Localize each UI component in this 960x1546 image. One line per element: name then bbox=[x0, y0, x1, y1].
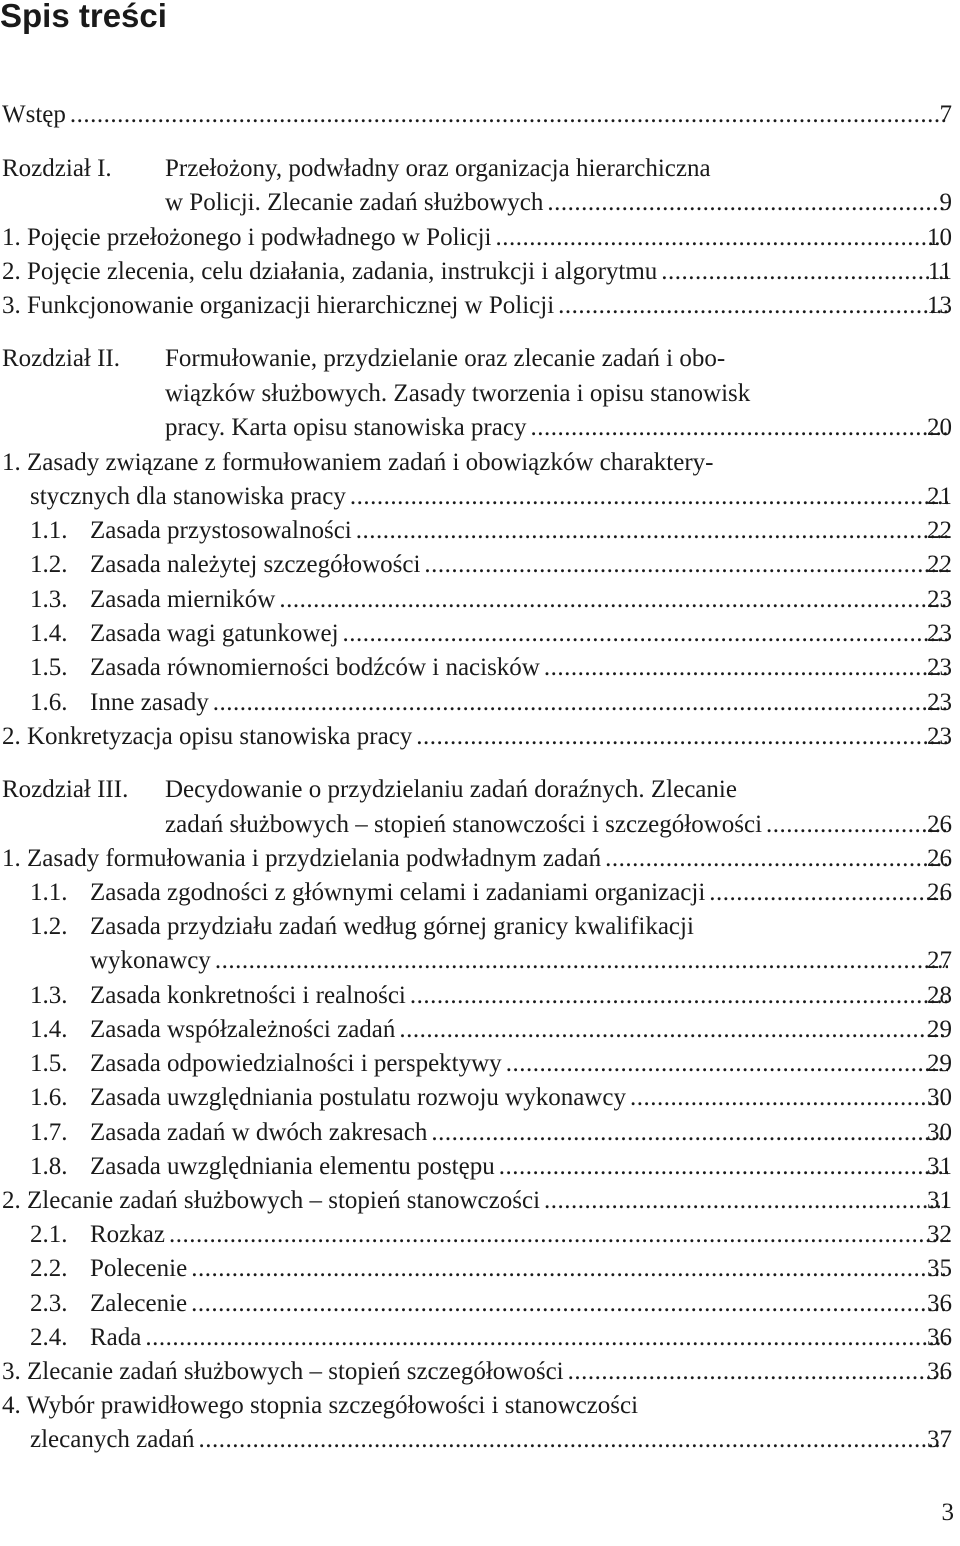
toc-entry-wstep[interactable] bbox=[2, 98, 952, 132]
toc-page-number: 29 bbox=[927, 1016, 952, 1043]
toc-entry-1-3[interactable]: 3. Funkcjonowanie organizacji hierarchicznej w Policji ..... 13 bbox=[2, 289, 952, 323]
toc-page-number: 36 bbox=[927, 1358, 952, 1385]
toc-entry-3-1-4[interactable]: 1.4. Zasada współzależności zadań ..... 29 bbox=[30, 1013, 952, 1047]
toc-page-number: 31 bbox=[927, 1187, 952, 1214]
toc-entry-3-2-4[interactable]: 2.4. Rada ..... 36 bbox=[30, 1321, 952, 1355]
toc-page-number: 22 bbox=[927, 517, 952, 544]
toc-entry-3-1-6[interactable]: 1.6. Zasada uwzględniania postulatu rozwoju wykonawcy ..... 30 bbox=[30, 1081, 952, 1115]
toc-page-number: 36 bbox=[927, 1324, 952, 1351]
toc-page-number: 26 bbox=[927, 845, 952, 872]
dot-leader bbox=[506, 1047, 948, 1081]
dot-leader bbox=[213, 686, 948, 720]
toc-entry-1-1[interactable]: 1. Pojęcie przełożonego i podwładnego w Policji ..... 10 bbox=[2, 221, 952, 255]
toc-page-number: 26 bbox=[927, 811, 952, 838]
toc-entry-3-4-line2[interactable]: zlecanych zadań ..... 37 bbox=[30, 1423, 952, 1457]
toc-entry-2-1-line1[interactable]: 1. Zasady związane z formułowaniem zadań i obowiązków charaktery- bbox=[2, 449, 714, 476]
chapter-3-title-line1[interactable]: Decydowanie o przydzielaniu zadań doraźnych. Zlecanie bbox=[165, 776, 737, 803]
chapter-2-title-line3[interactable]: pracy. Karta opisu stanowiska pracy ..... 20 bbox=[165, 411, 952, 445]
page-title: Spis treści bbox=[0, 0, 167, 34]
dot-leader bbox=[661, 255, 948, 289]
toc-page-number: 9 bbox=[939, 189, 952, 216]
chapter-1-title-line1[interactable]: Przełożony, podwładny oraz organizacja hierarchiczna bbox=[165, 155, 711, 182]
dot-leader bbox=[191, 1252, 948, 1286]
toc-page-number: 11 bbox=[927, 258, 952, 285]
toc-entry-3-1-1[interactable]: 1.1. Zasada zgodności z głównymi celami i zadaniami organizacji ..... 26 bbox=[30, 876, 952, 910]
toc-entry-3-1[interactable]: 1. Zasady formułowania i przydzielania podwładnym zadań ..... 26 bbox=[2, 842, 952, 876]
toc-entry-2-1-6[interactable]: 1.6. Inne zasady ..... 23 bbox=[30, 686, 952, 720]
dot-leader bbox=[544, 651, 948, 685]
toc-entry-3-2-2[interactable]: 2.2. Polecenie ..... 35 bbox=[30, 1252, 952, 1286]
dot-leader bbox=[431, 1116, 948, 1150]
toc-entry-2-1-4[interactable]: 1.4. Zasada wagi gatunkowej ..... 23 bbox=[30, 617, 952, 651]
dot-leader bbox=[766, 808, 948, 842]
toc-entry-2-2[interactable]: 2. Konkretyzacja opisu stanowiska pracy ..... 23 bbox=[2, 720, 952, 754]
dot-leader bbox=[169, 1218, 948, 1252]
toc-page-number: 35 bbox=[927, 1255, 952, 1282]
dot-leader bbox=[416, 720, 948, 754]
toc-entry-3-2-3[interactable]: 2.3. Zalecenie ..... 36 bbox=[30, 1287, 952, 1321]
chapter-1-label: Rozdział I. bbox=[2, 155, 112, 182]
toc-page-number: 23 bbox=[927, 689, 952, 716]
toc-page-number: 31 bbox=[927, 1153, 952, 1180]
toc-entry-3-1-8[interactable]: 1.8. Zasada uwzględniania elementu postępu ..... 31 bbox=[30, 1150, 952, 1184]
toc-page-number: 29 bbox=[927, 1050, 952, 1077]
toc-entry-1-2[interactable]: 2. Pojęcie zlecenia, celu działania, zadania, instrukcji i algorytmu ..... 11 bbox=[2, 255, 952, 289]
dot-leader bbox=[410, 979, 948, 1013]
dot-leader bbox=[630, 1081, 948, 1115]
toc-entry-text: Wstęp bbox=[2, 101, 66, 128]
dot-leader bbox=[350, 480, 948, 514]
dot-leader bbox=[499, 1150, 948, 1184]
dot-leader bbox=[215, 944, 948, 978]
dot-leader bbox=[547, 186, 948, 220]
chapter-2-title-line1[interactable]: Formułowanie, przydzielanie oraz zlecanie zadań i obo- bbox=[165, 345, 726, 372]
dot-leader bbox=[605, 842, 948, 876]
toc-page-number: 36 bbox=[927, 1290, 952, 1317]
toc-page-number: 13 bbox=[927, 292, 952, 319]
toc-entry-3-2-1[interactable]: 2.1. Rozkaz ..... 32 bbox=[30, 1218, 952, 1252]
toc-page-number: 20 bbox=[927, 414, 952, 441]
toc-page-number: 23 bbox=[927, 654, 952, 681]
chapter-2-title-line2[interactable]: wiązków służbowych. Zasady tworzenia i opisu stanowisk bbox=[165, 380, 751, 407]
toc-entry-3-4-line1[interactable]: 4. Wybór prawidłowego stopnia szczegółowości i stanowczości bbox=[2, 1392, 639, 1419]
toc-page-number: 23 bbox=[927, 723, 952, 750]
toc-page-number: 30 bbox=[927, 1084, 952, 1111]
toc-entry-2-1-line2[interactable]: stycznych dla stanowiska pracy ..... 21 bbox=[30, 480, 952, 514]
toc-entry-3-1-2-line1[interactable]: 1.2. Zasada przydziału zadań według górnej granicy kwalifikacji bbox=[30, 913, 694, 940]
toc-entry-3-3[interactable]: 3. Zlecanie zadań służbowych – stopień szczegółowości ..... 36 bbox=[2, 1355, 952, 1389]
chapter-3-label: Rozdział III. bbox=[2, 776, 129, 803]
dot-leader bbox=[709, 876, 948, 910]
toc-entry-3-1-5[interactable]: 1.5. Zasada odpowiedzialności i perspektywy ..... 29 bbox=[30, 1047, 952, 1081]
dot-leader bbox=[495, 221, 948, 255]
toc-page-number: 7 bbox=[939, 101, 952, 128]
toc-page-number: 23 bbox=[927, 586, 952, 613]
dot-leader bbox=[399, 1013, 948, 1047]
chapter-2-label: Rozdział II. bbox=[2, 345, 121, 372]
toc-page-number: 26 bbox=[927, 879, 952, 906]
toc-entry-2-1-1[interactable]: 1.1. Zasada przystosowalności ..... 22 bbox=[30, 514, 952, 548]
toc-entry-3-1-7[interactable]: 1.7. Zasada zadań w dwóch zakresach ..... 30 bbox=[30, 1116, 952, 1150]
dot-leader bbox=[568, 1355, 948, 1389]
page-number: 3 bbox=[941, 1499, 954, 1526]
toc-page-number: 28 bbox=[927, 982, 952, 1009]
chapter-1-title-line2[interactable]: w Policji. Zlecanie zadań służbowych ..... 9 bbox=[165, 186, 952, 220]
dot-leader bbox=[544, 1184, 948, 1218]
chapter-3-title-line2[interactable]: zadań służbowych – stopień stanowczości i szczegółowości ..... 26 bbox=[165, 808, 952, 842]
toc-entry-3-1-2-line2[interactable]: wykonawcy ..... 27 bbox=[90, 944, 952, 978]
toc-entry-3-1-3[interactable]: 1.3. Zasada konkretności i realności ..... 28 bbox=[30, 979, 952, 1013]
toc-entry-3-2[interactable]: 2. Zlecanie zadań służbowych – stopień stanowczości ..... 31 bbox=[2, 1184, 952, 1218]
dot-leader bbox=[279, 583, 948, 617]
dot-leader bbox=[145, 1321, 948, 1355]
toc-page-number: 30 bbox=[927, 1119, 952, 1146]
dot-leader bbox=[424, 548, 948, 582]
dot-leader bbox=[70, 98, 948, 132]
toc-entry-2-1-5[interactable]: 1.5. Zasada równomierności bodźców i nacisków ..... 23 bbox=[30, 651, 952, 685]
dot-leader bbox=[356, 514, 948, 548]
dot-leader bbox=[558, 289, 948, 323]
toc-page-number: 23 bbox=[927, 620, 952, 647]
toc-page-number: 22 bbox=[927, 551, 952, 578]
toc-page-number: 32 bbox=[927, 1221, 952, 1248]
dot-leader bbox=[343, 617, 948, 651]
toc-page-number: 27 bbox=[927, 947, 952, 974]
dot-leader bbox=[530, 411, 948, 445]
toc-page-number: 37 bbox=[927, 1426, 952, 1453]
toc-entry-2-1-2[interactable]: 1.2. Zasada należytej szczegółowości ..... 22 bbox=[30, 548, 952, 582]
dot-leader bbox=[191, 1287, 948, 1321]
toc-page-number: 21 bbox=[927, 483, 952, 510]
toc-page-number: 10 bbox=[927, 224, 952, 251]
toc-entry-2-1-3[interactable]: 1.3. Zasada mierników ..... 23 bbox=[30, 583, 952, 617]
dot-leader bbox=[198, 1423, 948, 1457]
